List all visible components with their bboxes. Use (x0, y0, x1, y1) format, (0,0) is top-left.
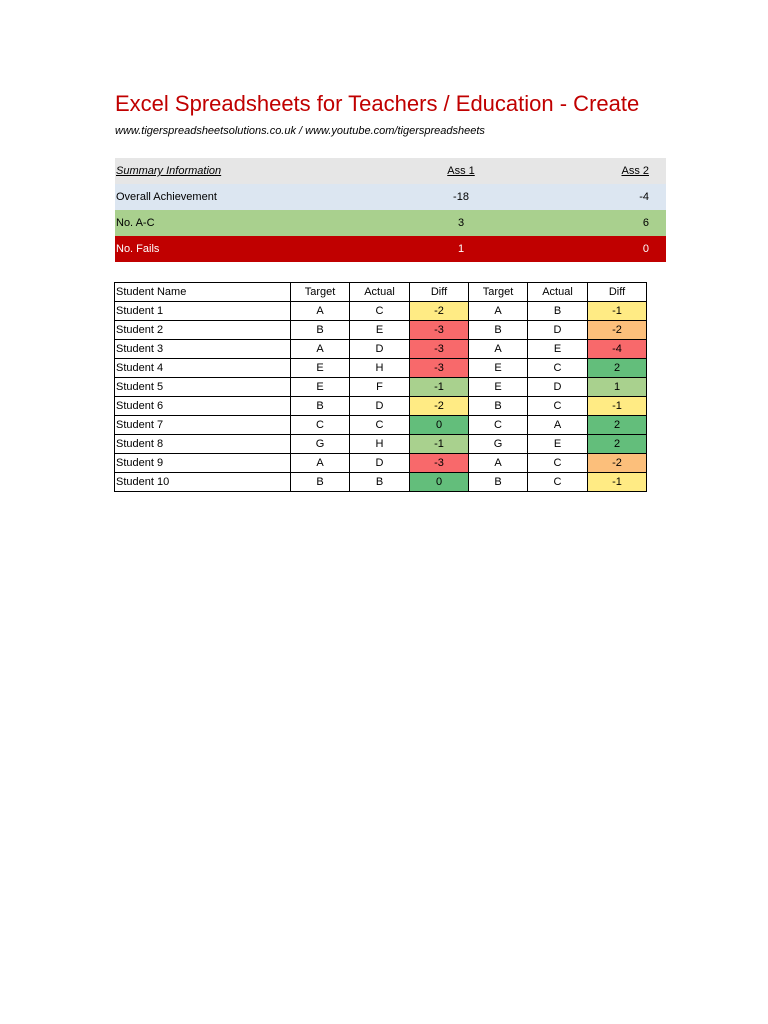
diff-1: -1 (410, 435, 469, 454)
target-1: B (291, 397, 350, 416)
actual-2: E (528, 340, 588, 359)
diff-1: 0 (410, 416, 469, 435)
actual-2: D (528, 321, 588, 340)
table-row (115, 435, 647, 454)
actual-2: B (528, 302, 588, 321)
table-row (115, 416, 647, 435)
actual-2: E (528, 435, 588, 454)
target-1: A (291, 454, 350, 473)
header-actual-1: Actual (350, 283, 410, 302)
target-2: B (469, 397, 528, 416)
grades-table (114, 282, 647, 492)
summary-header-row (115, 158, 666, 184)
diff-2: 2 (588, 359, 647, 378)
summary-row-fails (115, 236, 666, 262)
diff-1: -1 (410, 378, 469, 397)
target-1: C (291, 416, 350, 435)
target-1: B (291, 473, 350, 492)
student-name: Student 5 (115, 378, 291, 397)
header-diff-1: Diff (410, 283, 469, 302)
diff-2: -1 (588, 397, 647, 416)
student-name: Student 10 (115, 473, 291, 492)
target-2: E (469, 359, 528, 378)
actual-2: C (528, 397, 588, 416)
summary-value-ass2: -4 (639, 191, 649, 203)
table-row (115, 397, 647, 416)
header-actual-2: Actual (528, 283, 588, 302)
sheet-title: Excel Spreadsheets for Teachers / Education - Create (115, 91, 640, 116)
target-1: A (291, 340, 350, 359)
target-2: B (469, 321, 528, 340)
header-diff-2: Diff (588, 283, 647, 302)
student-name: Student 3 (115, 340, 291, 359)
actual-1: D (350, 340, 410, 359)
target-2: A (469, 454, 528, 473)
header-target-1: Target (291, 283, 350, 302)
grades-header-row (115, 283, 647, 302)
diff-1: -3 (410, 321, 469, 340)
summary-value-ass1: 1 (457, 243, 465, 255)
table-row (115, 340, 647, 359)
summary-label: No. A-C (116, 217, 155, 229)
table-row (115, 321, 647, 340)
target-2: A (469, 302, 528, 321)
summary-value-ass1: 3 (457, 217, 465, 229)
target-2: E (469, 378, 528, 397)
summary-value-ass2: 0 (642, 243, 649, 255)
student-name: Student 9 (115, 454, 291, 473)
table-row (115, 359, 647, 378)
actual-2: A (528, 416, 588, 435)
diff-1: 0 (410, 473, 469, 492)
header-target-2: Target (469, 283, 528, 302)
diff-2: -1 (588, 302, 647, 321)
summary-row-overall (115, 184, 666, 210)
diff-2: -4 (588, 340, 647, 359)
actual-2: C (528, 359, 588, 378)
diff-1: -2 (410, 397, 469, 416)
target-1: A (291, 302, 350, 321)
actual-1: E (350, 321, 410, 340)
summary-table (115, 158, 666, 262)
summary-value-ass1: -18 (453, 191, 469, 203)
student-name: Student 6 (115, 397, 291, 416)
summary-row-a-c (115, 210, 666, 236)
actual-1: H (350, 359, 410, 378)
student-name: Student 1 (115, 302, 291, 321)
actual-1: B (350, 473, 410, 492)
diff-2: -1 (588, 473, 647, 492)
actual-2: C (528, 473, 588, 492)
table-row (115, 302, 647, 321)
student-name: Student 7 (115, 416, 291, 435)
header-student-name: Student Name (115, 283, 291, 302)
summary-header-ass2: Ass 2 (621, 165, 649, 177)
actual-2: D (528, 378, 588, 397)
target-2: A (469, 340, 528, 359)
actual-1: D (350, 397, 410, 416)
student-name: Student 4 (115, 359, 291, 378)
actual-1: C (350, 302, 410, 321)
diff-1: -3 (410, 454, 469, 473)
summary-header-label: Summary Information (116, 165, 222, 177)
sheet-subtitle-links: www.tigerspreadsheetsolutions.co.uk / www.youtube.com/tigerspreadsheets (115, 125, 485, 137)
table-row (115, 473, 647, 492)
student-name: Student 2 (115, 321, 291, 340)
table-row (115, 454, 647, 473)
actual-2: C (528, 454, 588, 473)
target-2: C (469, 416, 528, 435)
summary-header-ass1: Ass 1 (447, 165, 475, 177)
diff-2: -2 (588, 454, 647, 473)
diff-2: -2 (588, 321, 647, 340)
actual-1: H (350, 435, 410, 454)
actual-1: D (350, 454, 410, 473)
diff-1: -3 (410, 359, 469, 378)
student-name: Student 8 (115, 435, 291, 454)
actual-1: F (350, 378, 410, 397)
target-1: E (291, 359, 350, 378)
summary-label: Overall Achievement (116, 191, 217, 203)
diff-2: 1 (588, 378, 647, 397)
actual-1: C (350, 416, 410, 435)
diff-1: -2 (410, 302, 469, 321)
target-1: G (291, 435, 350, 454)
diff-2: 2 (588, 416, 647, 435)
table-row (115, 378, 647, 397)
target-2: B (469, 473, 528, 492)
summary-value-ass2: 6 (642, 217, 649, 229)
summary-label: No. Fails (116, 243, 160, 255)
diff-1: -3 (410, 340, 469, 359)
target-1: B (291, 321, 350, 340)
target-1: E (291, 378, 350, 397)
diff-2: 2 (588, 435, 647, 454)
target-2: G (469, 435, 528, 454)
